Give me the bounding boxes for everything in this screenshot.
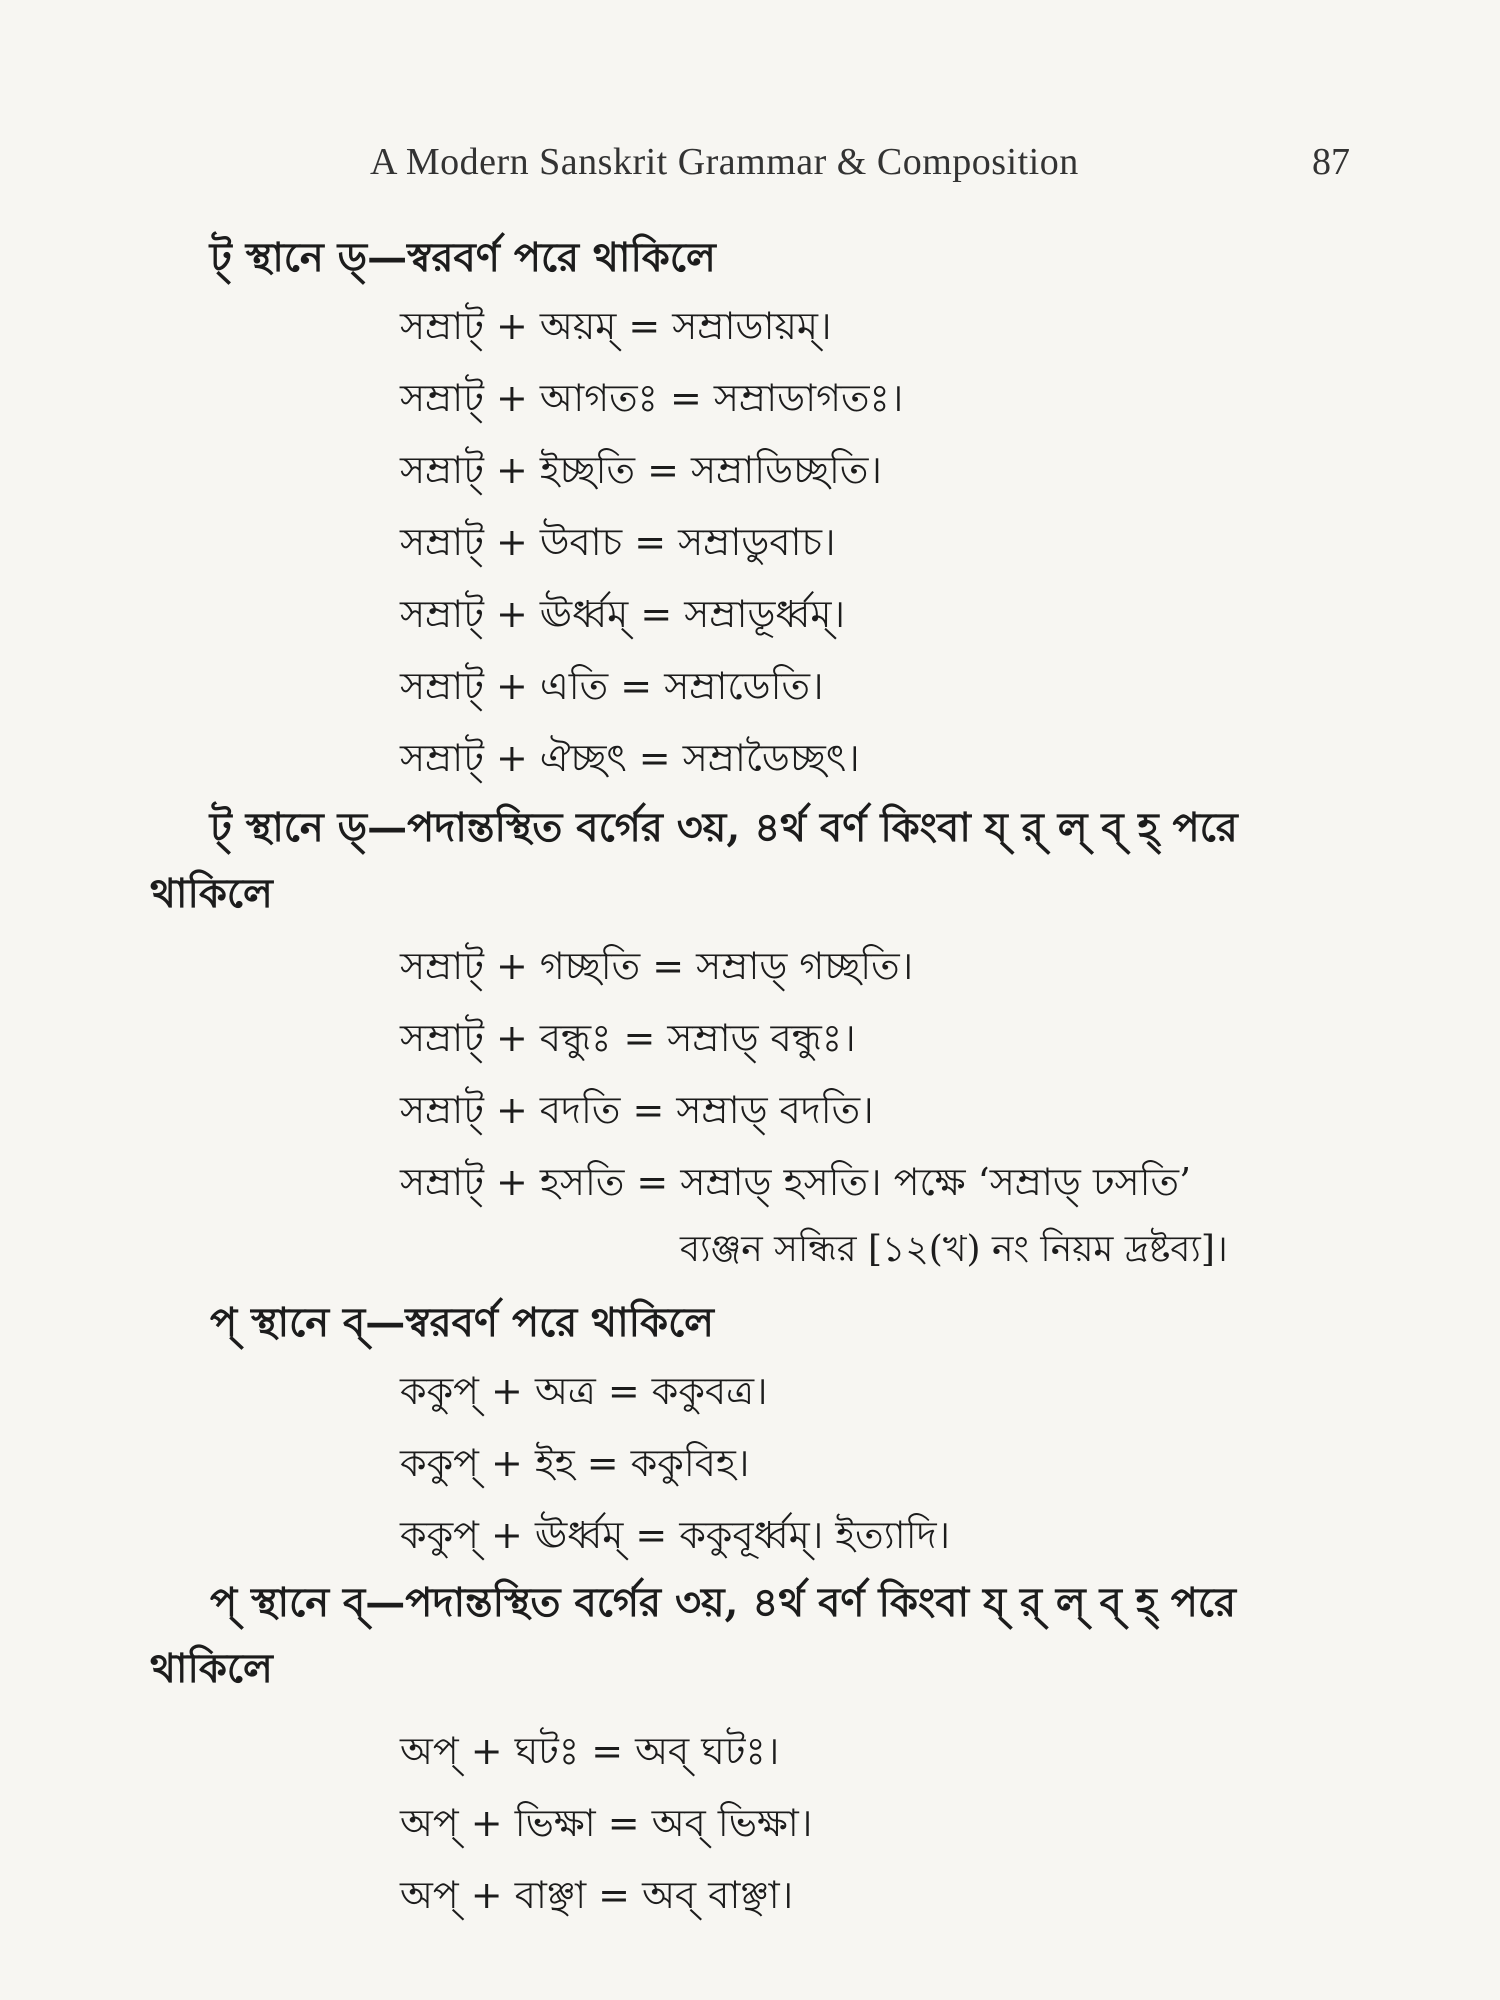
rule-text: ট্ স্থানে ড্—স্বরবর্ণ পরে থাকিলে [210,234,716,281]
rule-text-continued: থাকিলে [150,870,273,917]
example-list [400,290,903,794]
rule-heading [210,225,1350,291]
rule-heading [210,1290,1350,1356]
example-line: ককুপ্ + ইহ = ককুবিহ। [400,1441,750,1485]
example-line: সম্রাট্ + অয়ম্ = সম্রাডায়ম্। [400,304,832,348]
example-line: সম্রাট্ + হসতি = সম্রাড্ হসতি। পক্ষে ‘সম্রাড্ ঢসতি’ [400,1160,1192,1204]
example-line: সম্রাট্ + উবাচ = সম্রাডুবাচ। [400,520,836,564]
example-line: সম্রাট্ + বন্ধুঃ = সম্রাড্ বন্ধুঃ। [400,1016,856,1060]
example-line: ককুপ্ + ঊর্ধ্বম্ = ককুবূর্ধ্বম্। ইত্যাদি। [400,1513,951,1557]
example-line: অপ্ + ভিক্ষা = অব্ ভিক্ষা। [400,1801,813,1845]
example-line: সম্রাট্ + আগতঃ = সম্রাডাগতঃ। [400,376,904,420]
rule-text: প্ স্থানে ব্—স্বরবর্ণ পরে থাকিলে [210,1299,714,1346]
example-line: অপ্ + বাঞ্ছা = অব্ বাঞ্ছা। [400,1873,794,1917]
example-line: সম্রাট্ + এতি = সম্রাডেতি। [400,664,824,708]
running-header [370,140,1350,200]
rule-heading [150,795,1350,927]
rule-note: ব্যঞ্জন সন্ধির [১২(খ) নং নিয়ম দ্রষ্টব্য]। [680,1229,1228,1270]
example-line: সম্রাট্ + গচ্ছতি = সম্রাড্ গচ্ছতি। [400,944,914,988]
example-line: অপ্ + ঘটঃ = অব্ ঘটঃ। [400,1729,780,1773]
rule-text-continued: থাকিলে [150,1645,273,1692]
book-title: A Modern Sanskrit Grammar & Composition [370,141,1079,183]
example-line: সম্রাট্ + বদতি = সম্রাড্ বদতি। [400,1088,874,1132]
example-list [400,930,1191,1218]
example-line: ককুপ্ + অত্র = ককুবত্র। [400,1369,768,1413]
page-number: 87 [1312,141,1350,183]
example-list [400,1715,812,1931]
example-line: সম্রাট্ + ইচ্ছতি = সম্রাডিচ্ছতি। [400,448,883,492]
rule-text: প্ স্থানে ব্—পদান্তস্থিত বর্গের ৩য়, ৪র্থ বর্ণ কিংবা য্ র্ ল্ ব্ হ্ পরে [210,1579,1236,1626]
rule-heading [150,1570,1350,1702]
example-line: সম্রাট্ + ঊর্ধ্বম্ = সম্রাডূর্ধ্বম্। [400,592,846,636]
example-line: সম্রাট্ + ঐচ্ছৎ = সম্রাডৈচ্ছৎ। [400,736,860,780]
example-list [400,1355,950,1571]
rule-text: ট্ স্থানে ড্—পদান্তস্থিত বর্গের ৩য়, ৪র্থ বর্ণ কিংবা য্ র্ ল্ ব্ হ্ পরে [210,804,1238,851]
